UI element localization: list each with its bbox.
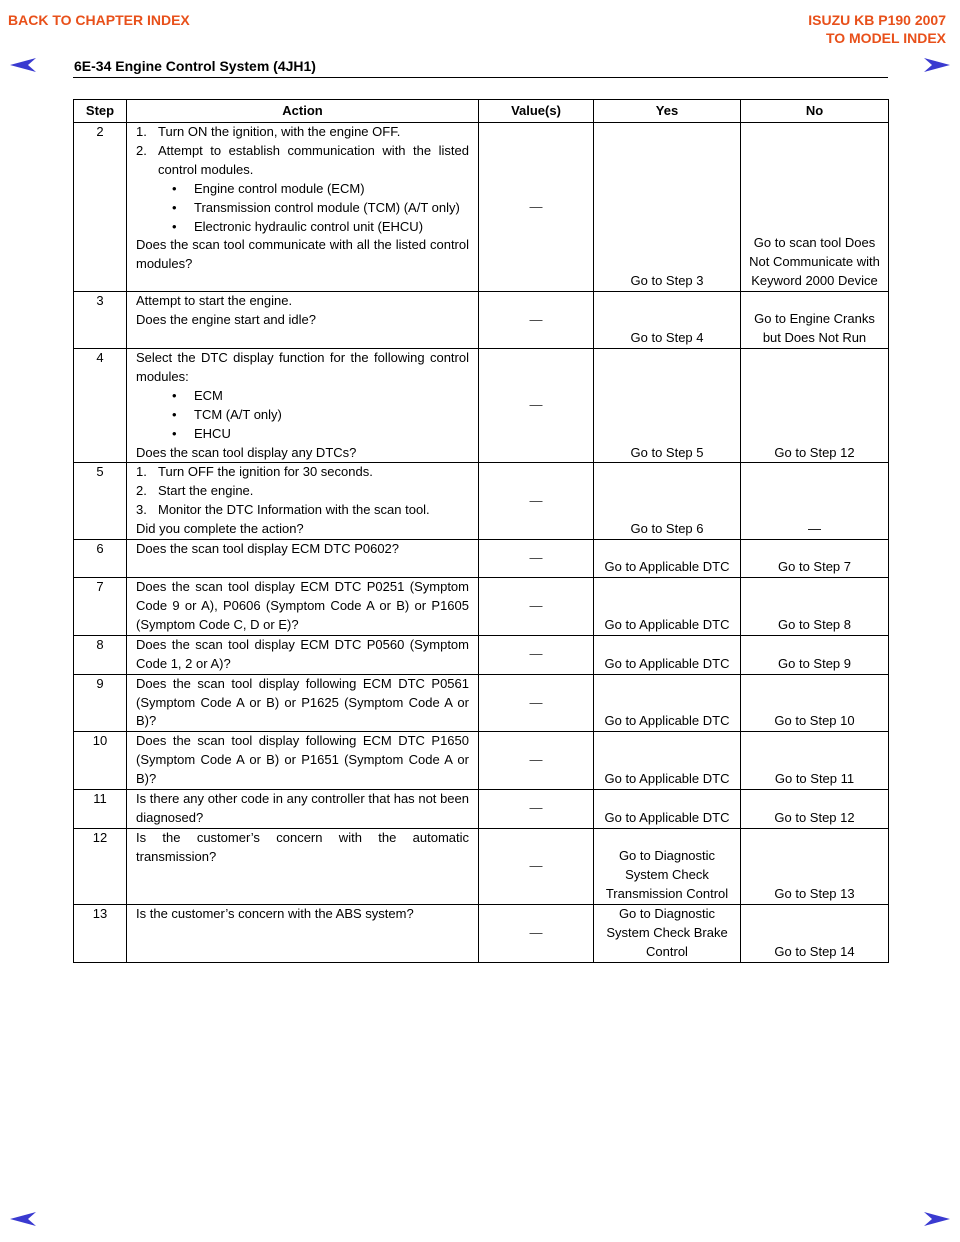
yes-cell: Go to Step 4 — [594, 292, 741, 349]
no-cell — [741, 463, 889, 540]
prev-page-arrow-icon[interactable] — [10, 58, 36, 72]
value-cell — [479, 790, 594, 829]
no-cell: Go to Step 9 — [741, 635, 889, 674]
header-divider — [73, 77, 888, 78]
item-number: 3. — [136, 502, 147, 518]
value-text: — — [529, 924, 543, 940]
step-number: 5 — [74, 463, 127, 540]
bullet-icon: • — [172, 180, 177, 196]
no-cell: Go to Step 14 — [741, 904, 889, 962]
value-text: — — [529, 311, 543, 327]
table-row — [74, 123, 889, 292]
step-number: 7 — [74, 578, 127, 636]
no-cell: Go to Step 10 — [741, 674, 889, 732]
bullet-icon: • — [172, 218, 177, 234]
step-number: 6 — [74, 540, 127, 578]
value-text: — — [529, 646, 543, 662]
item-text: Start the engine. — [158, 483, 254, 499]
bullet-item — [136, 218, 469, 237]
no-text: — — [808, 521, 821, 537]
bullet-text: EHCU — [194, 425, 231, 441]
action-question: Did you complete the action? — [136, 521, 304, 537]
value-cell — [479, 463, 594, 540]
action-cell — [127, 578, 479, 636]
value-cell — [479, 123, 594, 292]
yes-cell: Go to Applicable DTC — [594, 790, 741, 829]
action-cell — [127, 674, 479, 732]
no-cell: Go to scan tool Does Not Communicate with Keyword 2000 Device — [741, 123, 889, 292]
value-cell — [479, 635, 594, 674]
yes-cell: Go to Applicable DTC — [594, 674, 741, 732]
bullet-text: Engine control module (ECM) — [194, 180, 365, 196]
bullet-text: ECM — [194, 387, 223, 403]
table-row — [74, 904, 889, 962]
action-question: Is there any other code in any controller that has not been diagnosed? — [136, 791, 469, 825]
prev-page-arrow-bottom-icon[interactable] — [10, 1212, 36, 1226]
model-title-link[interactable]: ISUZU KB P190 2007 — [808, 12, 946, 28]
no-cell: Go to Step 8 — [741, 578, 889, 636]
bullet-item — [136, 425, 469, 444]
value-cell — [479, 732, 594, 790]
value-text: — — [529, 597, 543, 613]
column-header-yes: Yes — [594, 100, 741, 123]
item-text: Attempt to establish communication with the listed control modules. — [158, 142, 469, 177]
column-header-step: Step — [74, 100, 127, 123]
action-cell — [127, 790, 479, 829]
yes-cell: Go to Diagnostic System Check Brake Control — [594, 904, 741, 962]
item-text: Turn OFF the ignition for 30 seconds. — [158, 464, 373, 480]
table-row — [74, 828, 889, 904]
action-question: Does the scan tool communicate with all the listed control modules? — [136, 237, 469, 272]
action-cell — [127, 463, 479, 540]
no-cell: Go to Engine Cranks but Does Not Run — [741, 292, 889, 349]
no-cell: Go to Step 11 — [741, 732, 889, 790]
bullet-item — [136, 199, 469, 218]
bullet-icon: • — [172, 406, 177, 422]
bullet-icon: • — [172, 199, 177, 215]
next-page-arrow-icon[interactable] — [924, 58, 950, 72]
table-row — [74, 292, 889, 349]
no-cell: Go to Step 13 — [741, 828, 889, 904]
step-number: 4 — [74, 349, 127, 463]
action-item — [136, 501, 469, 520]
action-question: Does the scan tool display ECM DTC P0251 (Symptom Code 9 or A), P0606 (Symptom Code A or B) or P1605 (Symptom Code C, D or E)? — [136, 579, 469, 632]
action-item — [136, 482, 469, 501]
action-line: Select the DTC display function for the following control modules: — [136, 350, 469, 384]
table-row — [74, 578, 889, 636]
yes-cell: Go to Applicable DTC — [594, 578, 741, 636]
yes-cell: Go to Step 3 — [594, 123, 741, 292]
action-question: Does the scan tool display ECM DTC P0602? — [136, 541, 400, 557]
diagnostic-table — [73, 99, 889, 963]
item-text: Turn ON the ignition, with the engine OFF. — [158, 124, 401, 139]
no-cell: Go to Step 7 — [741, 540, 889, 578]
action-question: Is the customer’s concern with the ABS system? — [136, 905, 414, 921]
value-text: — — [529, 694, 543, 710]
value-cell — [479, 828, 594, 904]
table-row — [74, 349, 889, 463]
value-text: — — [529, 550, 543, 566]
value-text: — — [529, 492, 543, 508]
yes-cell: Go to Diagnostic System Check Transmission Control — [594, 828, 741, 904]
column-header-no: No — [741, 100, 889, 123]
bullet-item — [136, 406, 469, 425]
yes-cell: Go to Applicable DTC — [594, 635, 741, 674]
action-item — [136, 142, 469, 180]
to-model-index-link[interactable]: TO MODEL INDEX — [825, 30, 946, 46]
yes-cell: Go to Applicable DTC — [594, 540, 741, 578]
step-number: 8 — [74, 635, 127, 674]
value-cell — [479, 292, 594, 349]
table-row — [74, 674, 889, 732]
step-number: 13 — [74, 904, 127, 962]
value-cell — [479, 578, 594, 636]
action-cell — [127, 828, 479, 904]
value-text: — — [529, 857, 543, 873]
step-number: 10 — [74, 732, 127, 790]
action-line: Attempt to start the engine. — [136, 293, 293, 308]
next-page-arrow-bottom-icon[interactable] — [924, 1212, 950, 1226]
value-text: — — [529, 198, 543, 214]
action-question: Is the customer’s concern with the automatic transmission? — [136, 829, 469, 864]
action-cell — [127, 123, 479, 292]
back-to-chapter-index-link[interactable]: BACK TO CHAPTER INDEX — [8, 12, 190, 28]
action-question: Does the scan tool display following ECM DTC P1650 (Symptom Code A or B) or P1651 (Symptom Code A or B)? — [136, 733, 469, 787]
value-cell — [479, 540, 594, 578]
table-row — [74, 635, 889, 674]
column-header-values: Value(s) — [479, 100, 594, 123]
action-cell — [127, 635, 479, 674]
step-number: 12 — [74, 828, 127, 904]
step-number: 11 — [74, 790, 127, 829]
action-question: Does the scan tool display any DTCs? — [136, 444, 357, 460]
item-number: 1. — [136, 124, 147, 139]
step-number: 2 — [74, 123, 127, 292]
bullet-item — [136, 180, 469, 199]
value-text: — — [529, 800, 543, 816]
column-header-action: Action — [127, 100, 479, 123]
item-text: Monitor the DTC Information with the scan tool. — [158, 502, 430, 518]
bullet-text: Transmission control module (TCM) (A/T only) — [194, 199, 460, 215]
bullet-item — [136, 387, 469, 406]
action-question: Does the scan tool display ECM DTC P0560 (Symptom Code 1, 2 or A)? — [136, 636, 469, 671]
table-row — [74, 463, 889, 540]
table-row — [74, 732, 889, 790]
action-question: Does the engine start and idle? — [136, 311, 316, 327]
no-cell: Go to Step 12 — [741, 349, 889, 463]
item-number: 2. — [136, 142, 147, 158]
action-item — [136, 123, 469, 142]
no-cell: Go to Step 12 — [741, 790, 889, 829]
step-number: 3 — [74, 292, 127, 349]
action-question: Does the scan tool display following ECM DTC P0561 (Symptom Code A or B) or P1625 (Symptom Code A or B)? — [136, 675, 469, 729]
page-title: 6E-34 Engine Control System (4JH1) — [74, 58, 316, 74]
yes-cell: Go to Step 6 — [594, 463, 741, 540]
value-text: — — [529, 752, 543, 768]
action-cell — [127, 349, 479, 463]
yes-cell: Go to Step 5 — [594, 349, 741, 463]
table-header-row — [74, 100, 889, 123]
bullet-text: TCM (A/T only) — [194, 406, 282, 422]
yes-cell: Go to Applicable DTC — [594, 732, 741, 790]
item-number: 1. — [136, 464, 147, 480]
action-cell — [127, 292, 479, 349]
action-item — [136, 463, 469, 482]
item-number: 2. — [136, 483, 147, 499]
table-row — [74, 540, 889, 578]
table-row — [74, 790, 889, 829]
step-number: 9 — [74, 674, 127, 732]
bullet-text: Electronic hydraulic control unit (EHCU) — [194, 218, 424, 234]
value-cell — [479, 904, 594, 962]
action-cell — [127, 732, 479, 790]
value-cell — [479, 674, 594, 732]
bullet-icon: • — [172, 387, 177, 403]
value-text: — — [529, 397, 543, 413]
value-cell — [479, 349, 594, 463]
bullet-icon: • — [172, 425, 177, 441]
action-cell — [127, 904, 479, 962]
action-cell — [127, 540, 479, 578]
